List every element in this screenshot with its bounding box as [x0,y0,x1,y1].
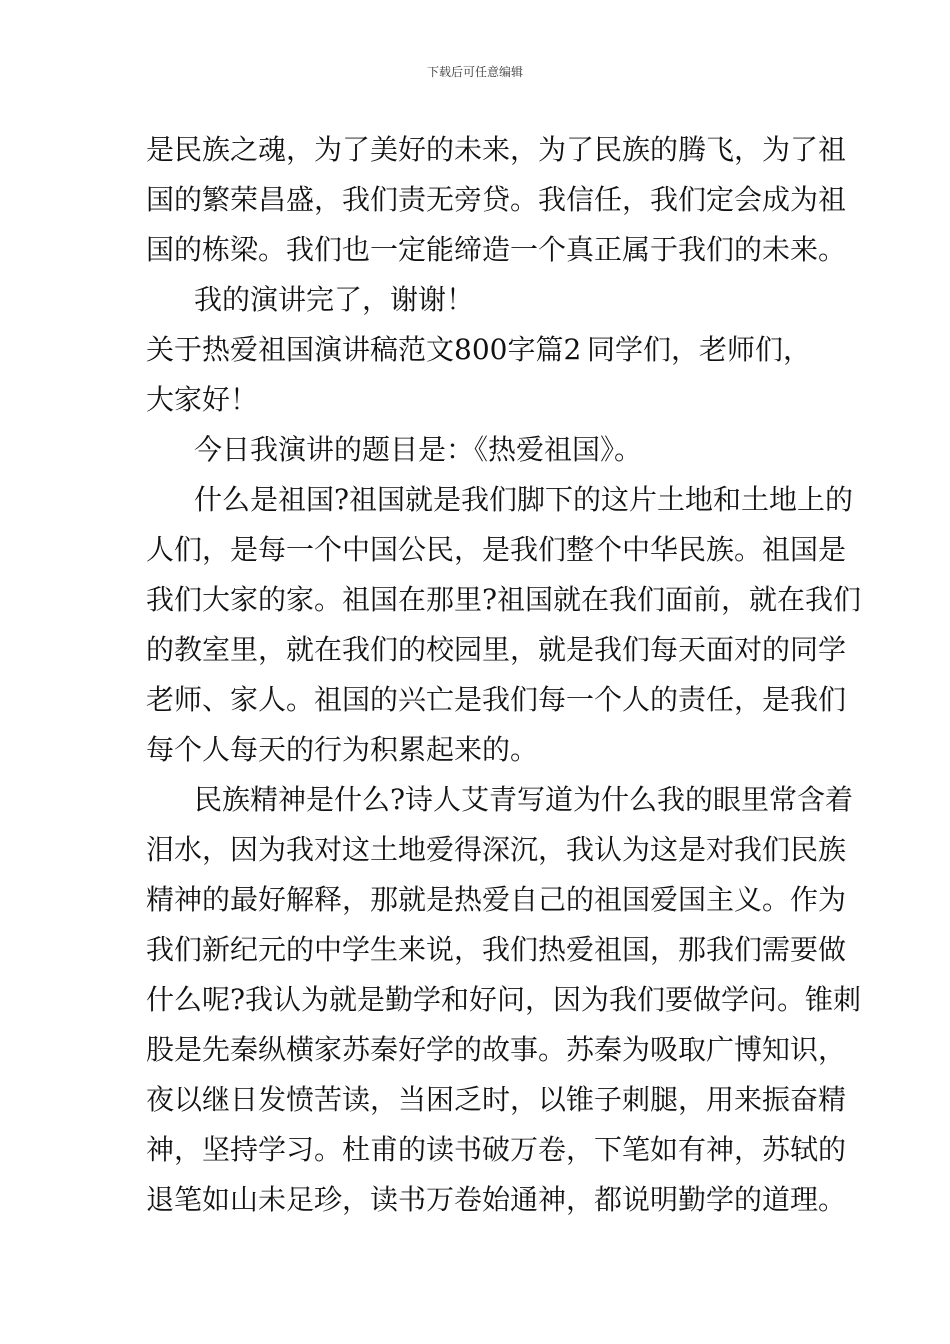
greeting: 同学们，老师们， [586,333,811,366]
text-line: 我们大家的家。祖国在那里?祖国就在我们面前，就在我们 [146,583,862,616]
text-line: 退笔如山未足珍，读书万卷始通神，都说明勤学的道理。 [146,1183,847,1216]
text-line: 我的演讲完了，谢谢！ [194,283,475,316]
text-line: 什么是祖国?祖国就是我们脚下的这片土地和土地上的 [194,483,854,516]
text-line: 民族精神是什么?诗人艾青写道为什么我的眼里常含着 [194,783,854,816]
text-line: 是民族之魂，为了美好的未来，为了民族的腾飞，为了祖 [146,133,847,166]
text-line: 今日我演讲的题目是：《热爱祖国》。 [194,433,643,466]
text-line: 股是先秦纵横家苏秦好学的故事。苏秦为吸取广博知识， [146,1033,847,1066]
text-line: 国的栋梁。我们也一定能缔造一个真正属于我们的未来。 [146,233,847,266]
text-line: 神，坚持学习。杜甫的读书破万卷，下笔如有神，苏轼的 [146,1133,847,1166]
text-line: 什么呢?我认为就是勤学和好问，因为我们要做学问。锥刺 [146,983,862,1016]
text-line: 大家好！ [146,383,259,416]
text-line: 每个人每天的行为积累起来的。 [146,733,539,766]
text-line: 人们，是每一个中国公民，是我们整个中华民族。祖国是 [146,533,847,566]
text-line: 泪水，因为我对这土地爱得深沉，我认为这是对我们民族 [146,833,847,866]
text-line: 国的繁荣昌盛，我们责无旁贷。我信任，我们定会成为祖 [146,183,847,216]
text-line: 我们新纪元的中学生来说，我们热爱祖国，那我们需要做 [146,933,847,966]
text-line: 夜以继日发愤苦读，当困乏时，以锥子刺腿，用来振奋精 [146,1083,847,1116]
page-header: 下载后可任意编辑 [426,65,523,79]
section-title: 关于热爱祖国演讲稿范文800字篇2 [146,333,582,366]
section-title-line [146,330,811,370]
text-line: 精神的最好解释，那就是热爱自己的祖国爱国主义。作为 [146,883,847,916]
text-line: 老师、家人。祖国的兴亡是我们每一个人的责任，是我们 [146,683,847,716]
text-line: 的教室里，就在我们的校园里，就是我们每天面对的同学 [146,633,847,666]
